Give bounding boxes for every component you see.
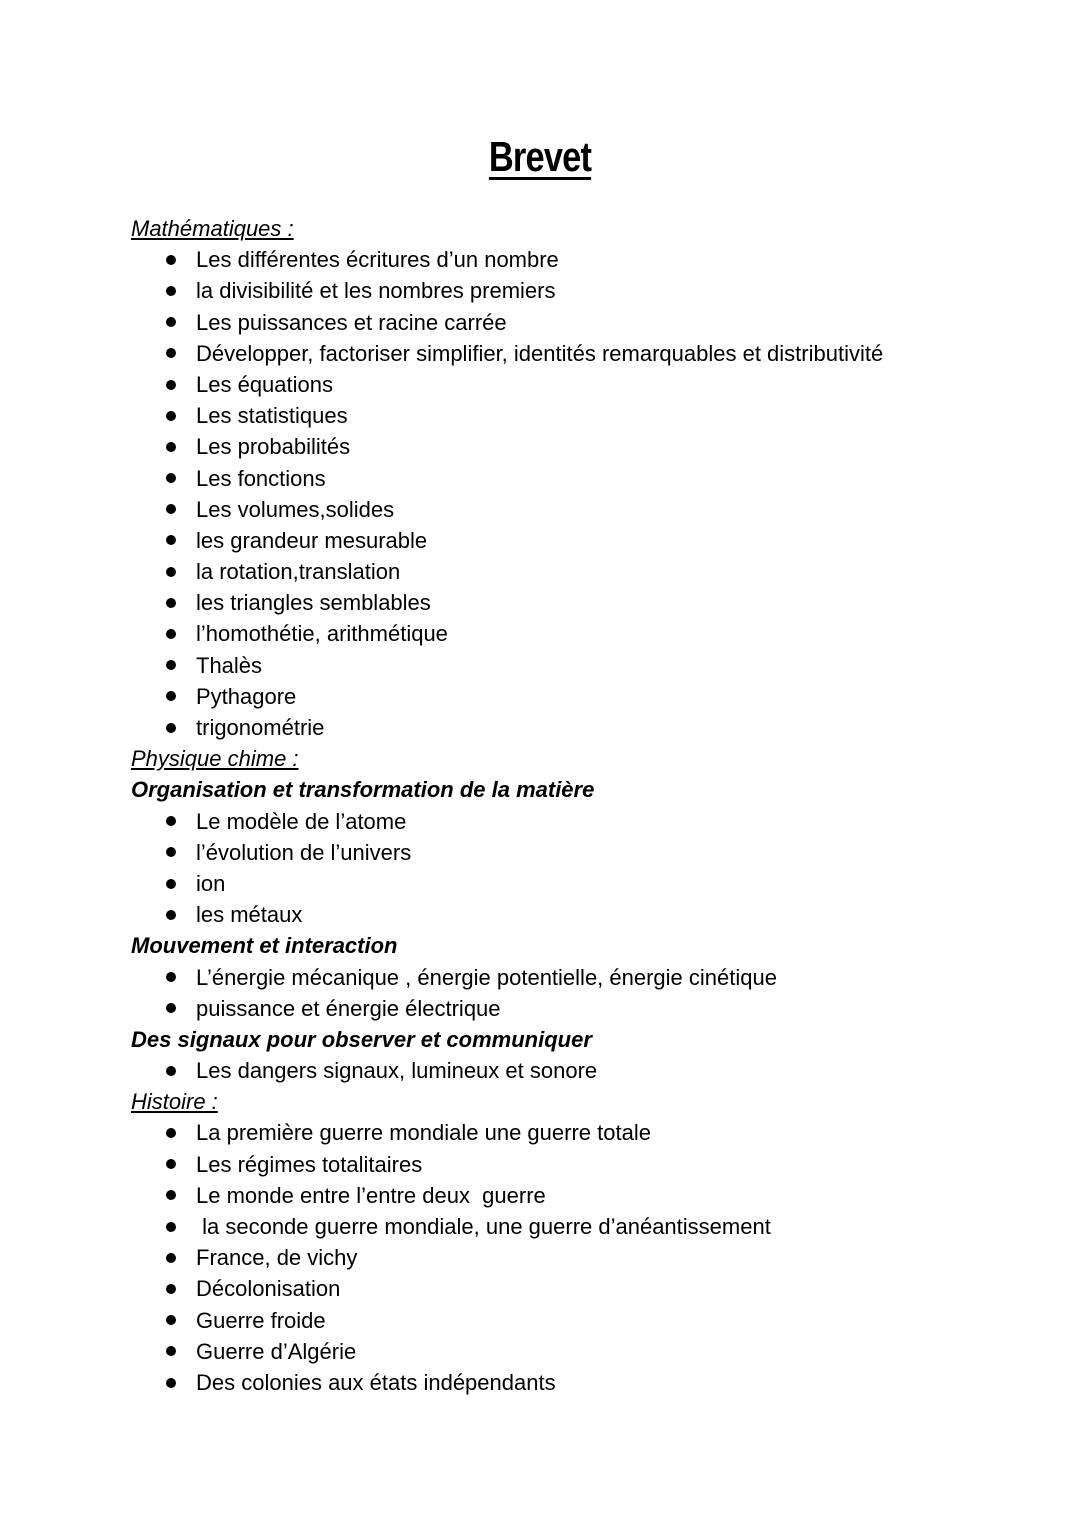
list-item-text: Les dangers signaux, lumineux et sonore	[196, 1058, 598, 1084]
list-item-text: Les régimes totalitaires	[196, 1151, 423, 1177]
list-item-text: Développer, factoriser simplifier, identités remarquables et distributivité	[196, 340, 884, 366]
math-list	[131, 244, 1031, 743]
bullet-icon	[166, 411, 176, 421]
physics-section-title: Des signaux pour observer et communiquer	[131, 1026, 592, 1052]
list-item	[131, 338, 1031, 369]
list-item	[131, 1055, 1031, 1086]
list-item-text: Décolonisation	[196, 1276, 341, 1302]
list-item-text: Les puissances et racine carrée	[196, 309, 507, 335]
list-item	[131, 244, 1031, 275]
list-item	[131, 494, 1031, 525]
list-item-text: Thalès	[196, 652, 263, 678]
physics-heading: Physique chime :	[131, 746, 299, 772]
bullet-icon	[166, 691, 176, 701]
list-item	[131, 556, 1031, 587]
list-item	[131, 1367, 1031, 1398]
list-item	[131, 369, 1031, 400]
list-item-text: ion	[196, 870, 226, 896]
bullet-icon	[166, 1284, 176, 1294]
list-item-text: Les probabilités	[196, 434, 351, 460]
list-item	[131, 1305, 1031, 1336]
list-item	[131, 618, 1031, 649]
bullet-icon	[166, 629, 176, 639]
list-item-text: La première guerre mondiale une guerre totale	[196, 1120, 651, 1146]
bullet-icon	[166, 380, 176, 390]
list-item	[131, 806, 1031, 837]
list-item	[131, 431, 1031, 462]
bullet-icon	[166, 972, 176, 982]
bullet-icon	[166, 1346, 176, 1356]
list-item	[131, 899, 1031, 930]
page-title: Brevet	[488, 133, 592, 180]
physics-section-list	[131, 1055, 1031, 1086]
list-item	[131, 307, 1031, 338]
bullet-icon	[166, 567, 176, 577]
bullet-icon	[166, 1066, 176, 1076]
list-item-text: Des colonies aux états indépendants	[196, 1369, 556, 1395]
list-item-text: Les statistiques	[196, 403, 348, 429]
bullet-icon	[166, 1222, 176, 1232]
list-item	[131, 681, 1031, 712]
history-list	[131, 1117, 1031, 1398]
bullet-icon	[166, 1253, 176, 1263]
list-item	[131, 1211, 1031, 1242]
physics-section-title: Organisation et transformation de la matière	[131, 777, 595, 803]
list-item-text: France, de vichy	[196, 1245, 358, 1271]
bullet-icon	[166, 1128, 176, 1138]
list-item-text: Guerre froide	[196, 1307, 326, 1333]
bullet-icon	[166, 879, 176, 889]
list-item	[131, 650, 1031, 681]
bullet-icon	[166, 1190, 176, 1200]
bullet-icon	[166, 286, 176, 296]
list-item-text: puissance et énergie électrique	[196, 995, 501, 1021]
history-heading: Histoire :	[131, 1089, 218, 1115]
list-item	[131, 1117, 1031, 1148]
list-item	[131, 1180, 1031, 1211]
list-item-text: Le monde entre l’entre deux guerre	[196, 1182, 546, 1208]
physics-section-list	[131, 962, 1031, 1024]
list-item-text: trigonométrie	[196, 715, 325, 740]
list-item-text: les grandeur mesurable	[196, 527, 428, 553]
list-item	[131, 525, 1031, 556]
document-body	[131, 213, 1031, 1398]
list-item-text: Guerre d’Algérie	[196, 1338, 357, 1364]
list-item-text: Le modèle de l’atome	[196, 808, 407, 834]
list-item	[131, 275, 1031, 306]
list-item-text: L’énergie mécanique , énergie potentielle, énergie cinétique	[196, 964, 777, 990]
bullet-icon	[166, 255, 176, 265]
bullet-icon	[166, 723, 176, 733]
list-item	[131, 463, 1031, 494]
bullet-icon	[166, 504, 176, 514]
list-item-text: l’évolution de l’univers	[196, 839, 412, 865]
bullet-icon	[166, 816, 176, 826]
list-item	[131, 837, 1031, 868]
math-heading: Mathématiques :	[131, 216, 294, 241]
physics-section-list	[131, 806, 1031, 931]
list-item	[131, 993, 1031, 1024]
list-item-text: Pythagore	[196, 683, 297, 709]
list-item	[131, 962, 1031, 993]
physics-section-title: Mouvement et interaction	[131, 933, 398, 959]
list-item-text: Les volumes,solides	[196, 496, 395, 522]
bullet-icon	[166, 442, 176, 452]
bullet-icon	[166, 910, 176, 920]
list-item	[131, 1273, 1031, 1304]
bullet-icon	[166, 660, 176, 670]
list-item	[131, 400, 1031, 431]
list-item-text: les métaux	[196, 902, 303, 928]
list-item-text: la divisibilité et les nombres premiers	[196, 278, 556, 304]
list-item-text: Les équations	[196, 371, 333, 397]
list-item-text: la rotation,translation	[196, 559, 401, 585]
list-item	[131, 1242, 1031, 1273]
list-item-text: l’homothétie, arithmétique	[196, 621, 448, 647]
bullet-icon	[166, 473, 176, 483]
list-item-text: Les différentes écritures d’un nombre	[196, 247, 559, 273]
bullet-icon	[166, 1378, 176, 1388]
list-item	[131, 587, 1031, 618]
bullet-icon	[166, 1003, 176, 1013]
bullet-icon	[166, 535, 176, 545]
bullet-icon	[166, 847, 176, 857]
bullet-icon	[166, 598, 176, 608]
bullet-icon	[166, 1315, 176, 1325]
bullet-icon	[166, 348, 176, 358]
list-item-text: la seconde guerre mondiale, une guerre d’anéantissement	[196, 1214, 771, 1239]
list-item-text: Les fonctions	[196, 465, 326, 491]
list-item	[131, 712, 1031, 743]
list-item-text: les triangles semblables	[196, 590, 431, 616]
list-item	[131, 1336, 1031, 1367]
list-item	[131, 1149, 1031, 1180]
bullet-icon	[166, 317, 176, 327]
list-item	[131, 868, 1031, 899]
bullet-icon	[166, 1159, 176, 1169]
